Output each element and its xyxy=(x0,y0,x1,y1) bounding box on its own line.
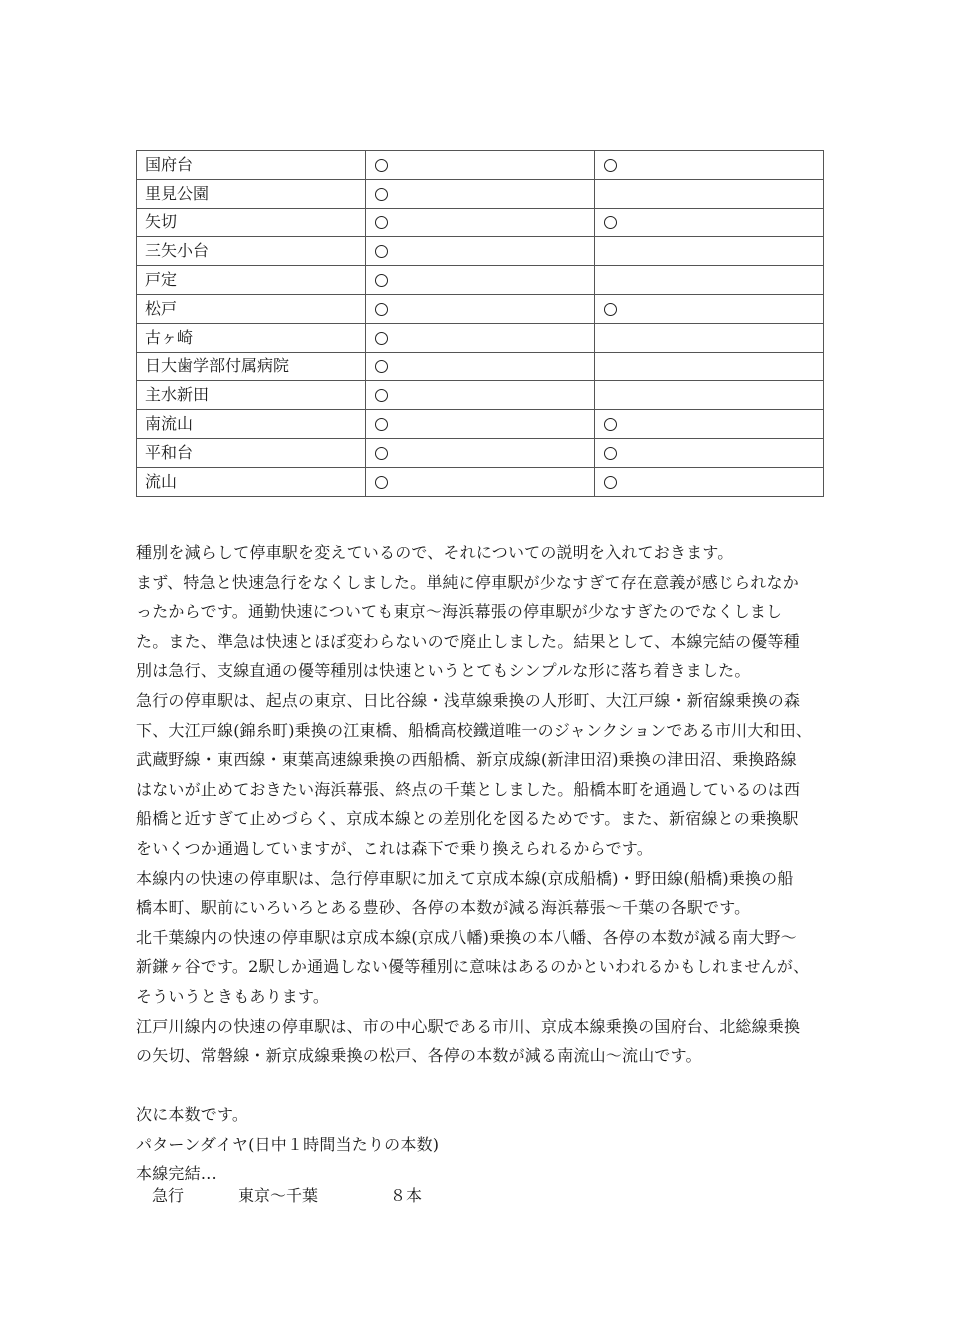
stop-circle-icon xyxy=(604,447,617,460)
stop-circle-icon xyxy=(604,303,617,316)
text-line: 橋本町、駅前にいろいろとある豊砂、各停の本数が減る海浜幕張〜千葉の各駅です。 xyxy=(136,898,751,918)
text-line: はないが止めておきたい海浜幕張、終点の千葉としました。船橋本町を通過しているのは西 xyxy=(136,779,801,799)
express-stop-cell xyxy=(595,151,824,180)
text-line: 種別を減らして停車駅を変えているので、それについての説明を入れておきます。 xyxy=(136,543,734,562)
stop-circle-icon xyxy=(375,216,388,229)
stop-circle-icon xyxy=(375,389,388,402)
stop-circle-icon xyxy=(604,476,617,489)
express-stop-cell xyxy=(595,266,824,295)
stop-circle-icon xyxy=(375,245,388,258)
text-line: パターンダイヤ(日中１時間当たりの本数) xyxy=(136,1134,440,1154)
station-stop-table xyxy=(136,150,824,497)
stop-circle-icon xyxy=(604,418,617,431)
rapid-stop-cell xyxy=(366,179,595,208)
table-row xyxy=(137,208,824,237)
text-line: 次に本数です。 xyxy=(136,1105,249,1125)
table-row xyxy=(137,410,824,439)
table-row xyxy=(137,151,824,180)
table-row xyxy=(137,266,824,295)
rapid-stop-cell xyxy=(366,438,595,467)
rapid-stop-cell xyxy=(366,237,595,266)
text-line: 新鎌ヶ谷です。2駅しか通過しない優等種別に意味はあるのかといわれるかもしれませんが、 xyxy=(136,957,810,977)
table-row xyxy=(137,467,824,496)
table-row xyxy=(137,352,824,381)
station-name-cell: 戸定 xyxy=(137,266,366,295)
stop-circle-icon xyxy=(604,159,617,172)
station-name-cell: 主水新田 xyxy=(137,381,366,410)
station-name-cell: 矢切 xyxy=(137,208,366,237)
stop-circle-icon xyxy=(375,188,388,201)
stop-circle-icon xyxy=(375,303,388,316)
station-name-cell: 松戸 xyxy=(137,294,366,323)
station-name-cell: 古ヶ崎 xyxy=(137,323,366,352)
text-line: をいくつか通過していますが、これは森下で乗り換えられるからです。 xyxy=(136,838,653,858)
station-table-body xyxy=(137,151,824,497)
blank-line xyxy=(136,1071,836,1101)
express-stop-cell xyxy=(595,381,824,410)
station-name-cell: 南流山 xyxy=(137,410,366,439)
express-stop-cell xyxy=(595,438,824,467)
station-name-cell: 平和台 xyxy=(137,438,366,467)
frequency-row-express xyxy=(152,1181,452,1211)
text-line: の矢切、常磐線・新京成線乗換の松戸、各停の本数が減る南流山〜流山です。 xyxy=(136,1046,702,1066)
service-section: 東京〜千葉 xyxy=(238,1186,319,1205)
text-line: 船橋と近すぎて止めづらく、京成本線との差別化を図るためです。また、新宿線との乗換駅 xyxy=(136,809,799,829)
stop-circle-icon xyxy=(375,447,388,460)
rapid-stop-cell xyxy=(366,294,595,323)
trains-per-hour: ８本 xyxy=(390,1186,423,1205)
table-row xyxy=(137,237,824,266)
text-line: 北千葉線内の快速の停車駅は京成本線(京成八幡)乗換の本八幡、各停の本数が減る南大野〜 xyxy=(136,927,797,947)
rapid-stop-cell xyxy=(366,410,595,439)
explanation-text xyxy=(136,538,836,1189)
station-name-cell: 国府台 xyxy=(137,151,366,180)
text-line: 本線内の快速の停車駅は、急行停車駅に加えて京成本線(京成船橋)・野田線(船橋)乗換の船 xyxy=(136,868,794,888)
stop-circle-icon xyxy=(375,360,388,373)
stop-circle-icon xyxy=(604,216,617,229)
rapid-stop-cell xyxy=(366,381,595,410)
stop-circle-icon xyxy=(375,274,388,287)
stop-circle-icon xyxy=(375,476,388,489)
express-stop-cell xyxy=(595,467,824,496)
stop-circle-icon xyxy=(375,159,388,172)
express-stop-cell xyxy=(595,179,824,208)
express-stop-cell xyxy=(595,294,824,323)
table-row xyxy=(137,381,824,410)
rapid-stop-cell xyxy=(366,208,595,237)
text-line: 武蔵野線・東西線・東葉高速線乗換の西船橋、新京成線(新津田沼)乗換の津田沼、乗換路線 xyxy=(136,750,797,770)
text-line: 江戸川線内の快速の停車駅は、市の中心駅である市川、京成本線乗換の国府台、北総線乗換 xyxy=(136,1016,801,1036)
station-name-cell: 流山 xyxy=(137,467,366,496)
express-stop-cell xyxy=(595,237,824,266)
text-line: ったからです。通勤快速についても東京〜海浜幕張の停車駅が少なすぎたのでなくしまし xyxy=(136,602,783,622)
text-line: 急行の停車駅は、起点の東京、日比谷線・浅草線乗換の人形町、大江戸線・新宿線乗換の森 xyxy=(136,690,801,710)
table-row xyxy=(137,323,824,352)
rapid-stop-cell xyxy=(366,266,595,295)
text-line: た。また、準急は快速とほぼ変わらないので廃止しました。結果として、本線完結の優等種 xyxy=(136,631,800,651)
station-name-cell: 三矢小台 xyxy=(137,237,366,266)
rapid-stop-cell xyxy=(366,352,595,381)
stop-circle-icon xyxy=(375,332,388,345)
rapid-stop-cell xyxy=(366,467,595,496)
table-row xyxy=(137,438,824,467)
station-name-cell: 里見公園 xyxy=(137,179,366,208)
text-line: 下、大江戸線(錦糸町)乗換の江東橋、船橋高校鐵道唯一のジャンクションである市川大和田、 xyxy=(136,720,813,740)
stop-circle-icon xyxy=(375,418,388,431)
express-stop-cell xyxy=(595,323,824,352)
text-line: まず、特急と快速急行をなくしました。単純に停車駅が少なすぎて存在意義が感じられなか xyxy=(136,572,799,592)
express-stop-cell xyxy=(595,352,824,381)
table-row xyxy=(137,294,824,323)
table-row xyxy=(137,179,824,208)
express-stop-cell xyxy=(595,410,824,439)
text-line: そういうときもあります。 xyxy=(136,986,330,1006)
text-line: 本線完結… xyxy=(136,1164,218,1184)
service-type: 急行 xyxy=(152,1186,185,1205)
rapid-stop-cell xyxy=(366,323,595,352)
rapid-stop-cell xyxy=(366,151,595,180)
text-line: 別は急行、支線直通の優等種別は快速というとてもシンプルな形に落ち着きました。 xyxy=(136,661,751,681)
station-name-cell: 日大歯学部付属病院 xyxy=(137,352,366,381)
express-stop-cell xyxy=(595,208,824,237)
